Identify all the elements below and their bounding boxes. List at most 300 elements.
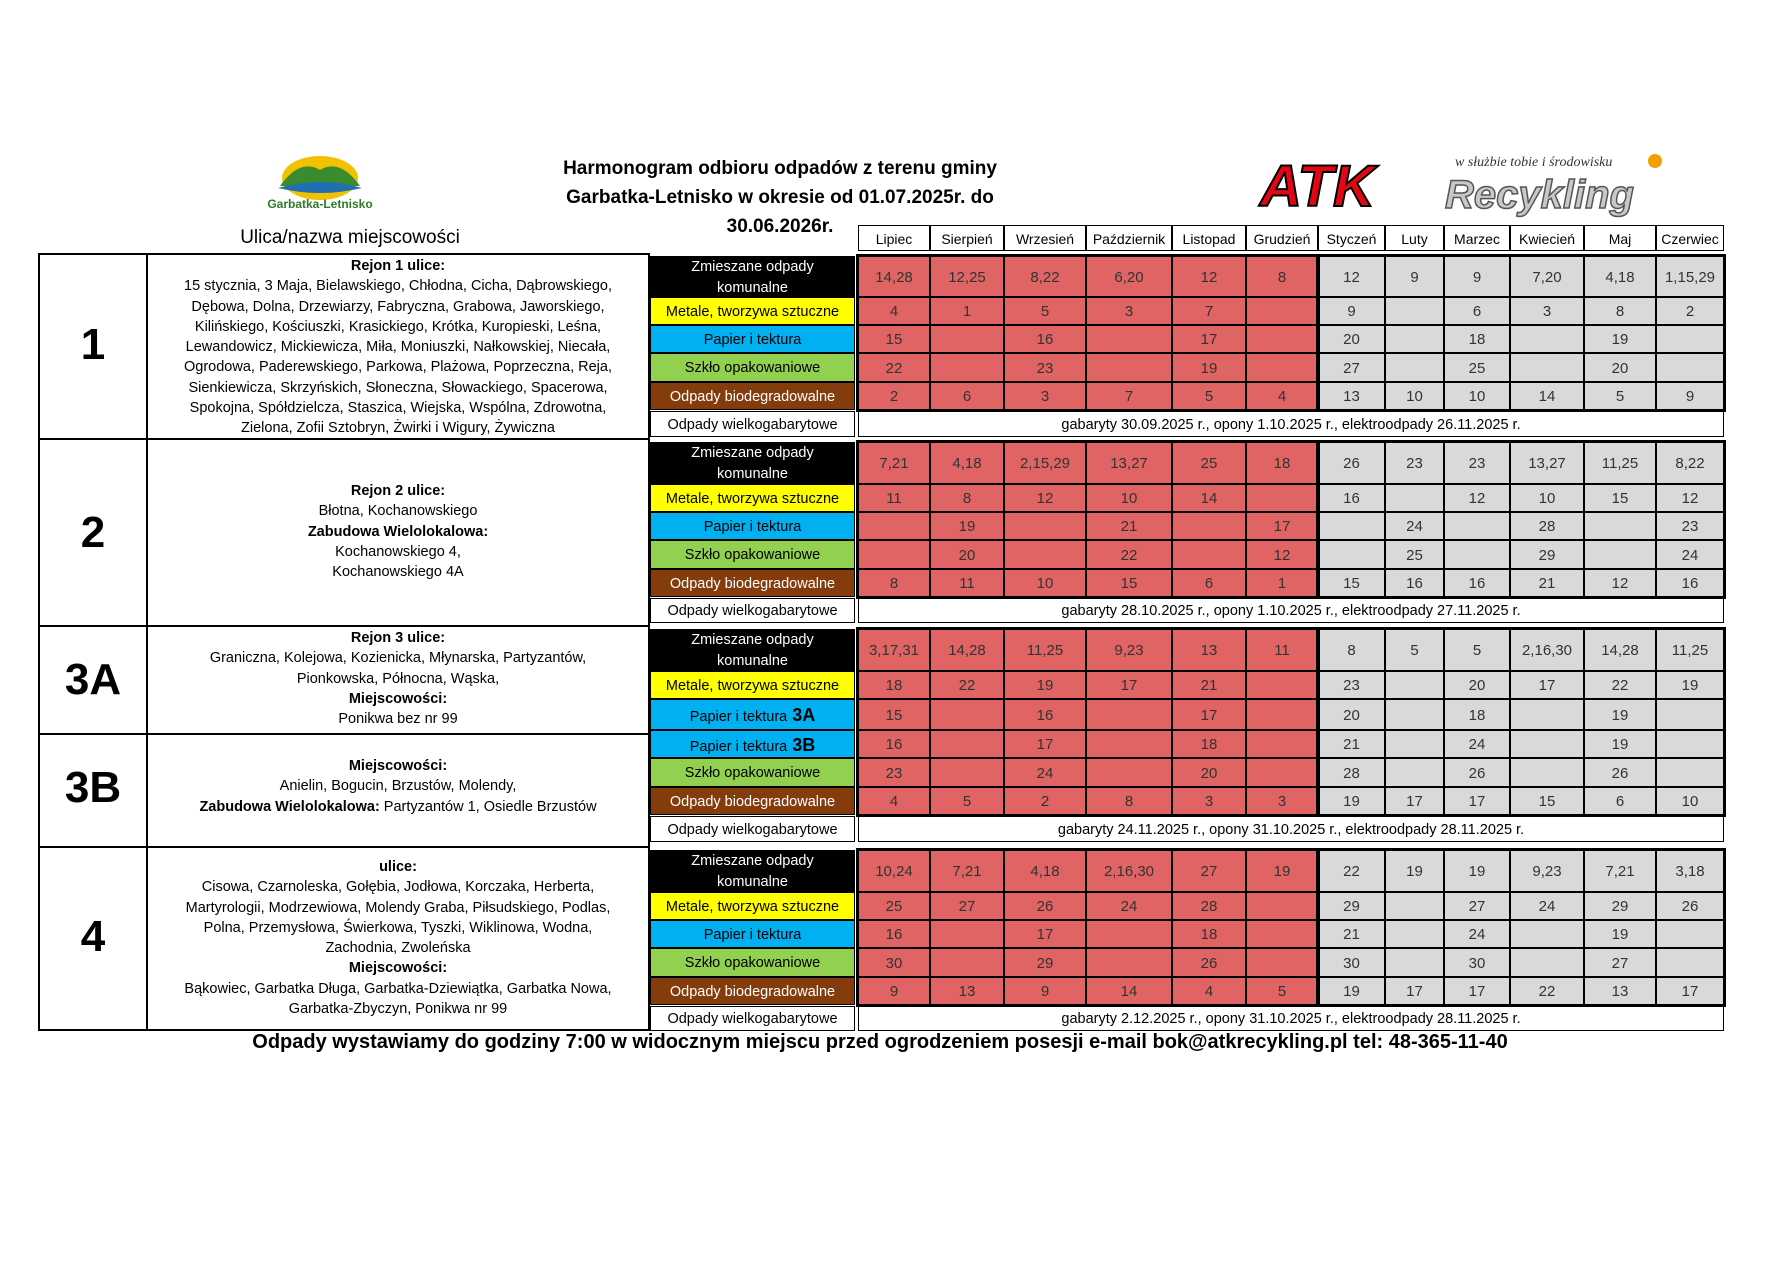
- waste-label-line: Zmieszane odpady: [691, 853, 814, 869]
- bulky-waste-dates: gabaryty 30.09.2025 r., opony 1.10.2025 r., elektroodpady 26.11.2025 r.: [858, 411, 1724, 437]
- schedule-cell: 8: [930, 484, 1004, 512]
- schedule-cell: 22: [1584, 671, 1656, 699]
- schedule-cell: 12: [1318, 256, 1385, 297]
- schedule-cell: 25: [1385, 540, 1444, 569]
- schedule-cell: 11: [1246, 629, 1318, 671]
- schedule-cell: 27: [1444, 892, 1510, 920]
- schedule-cell: 11,25: [1004, 629, 1086, 671]
- bulky-waste-dates: gabaryty 28.10.2025 r., opony 1.10.2025 r., elektroodpady 27.11.2025 r.: [858, 598, 1724, 623]
- schedule-cell: [1004, 540, 1086, 569]
- schedule-cell: 4: [858, 787, 930, 815]
- schedule-cell: 19: [1444, 850, 1510, 892]
- waste-label-text: Papier i tektura: [689, 709, 788, 725]
- region-line: Anielin, Bogucin, Brzustów, Molendy,: [279, 778, 517, 795]
- waste-label-text: Szkło opakowaniowe: [684, 360, 821, 376]
- waste-label-suffix: 3A: [787, 705, 816, 725]
- schedule-cell: [1318, 540, 1385, 569]
- schedule-cell: 29: [1318, 892, 1385, 920]
- waste-type-label-glass: [650, 353, 855, 382]
- schedule-cell: [930, 325, 1004, 353]
- schedule-cell: 22: [1318, 850, 1385, 892]
- schedule-cell: [1385, 484, 1444, 512]
- schedule-cell: 17: [1172, 699, 1246, 730]
- waste-type-label-metal: [650, 297, 855, 325]
- schedule-cell: 16: [1004, 325, 1086, 353]
- waste-label-text: Papier i tektura: [703, 927, 802, 943]
- bulky-waste-dates: gabaryty 24.11.2025 r., opony 31.10.2025 r., elektroodpady 28.11.2025 r.: [858, 816, 1724, 842]
- region-line: Bąkowiec, Garbatka Długa, Garbatka-Dziewiątka, Garbatka Nowa,: [184, 980, 612, 997]
- schedule-cell: 17: [1656, 977, 1724, 1005]
- schedule-cell: [1385, 730, 1444, 758]
- schedule-cell: 17: [1004, 730, 1086, 758]
- month-header-cell: Październik: [1086, 225, 1172, 251]
- waste-label-text: Odpady biodegradowalne: [669, 984, 836, 1000]
- schedule-cell: 9: [1004, 977, 1086, 1005]
- schedule-cell: 12: [1246, 540, 1318, 569]
- schedule-cell: 15: [1318, 569, 1385, 597]
- schedule-cell: 16: [1318, 484, 1385, 512]
- schedule-cell: 28: [1318, 758, 1385, 787]
- schedule-cell: 15: [858, 699, 930, 730]
- schedule-cell: 10: [1656, 787, 1724, 815]
- region-number: 4: [80, 912, 106, 961]
- waste-label-text: Metale, tworzywa sztuczne: [665, 491, 840, 507]
- schedule-cell: 24: [1656, 540, 1724, 569]
- schedule-cell: 4: [858, 297, 930, 325]
- schedule-cell: 12: [1004, 484, 1086, 512]
- schedule-cell: [1444, 540, 1510, 569]
- region-line: Miejscowości:: [348, 960, 448, 977]
- schedule-cell: 9: [858, 977, 930, 1005]
- schedule-cell: 19: [1246, 850, 1318, 892]
- footer-note: Odpady wystawiamy do godziny 7:00 w widocznym miejscu przed ogrodzeniem posesji e-mail bok@atkrecykling.pl tel: 48-365-11-40: [252, 1031, 1508, 1053]
- waste-type-label-paper: [650, 512, 855, 540]
- schedule-cell: [930, 730, 1004, 758]
- schedule-cell: 14,28: [858, 256, 930, 297]
- schedule-cell: 9,23: [1510, 850, 1584, 892]
- schedule-cell: 15: [1584, 484, 1656, 512]
- garbatka-logo-text: Garbatka-Letnisko: [267, 197, 373, 211]
- schedule-cell: [1172, 540, 1246, 569]
- schedule-cell: [1510, 920, 1584, 948]
- waste-label-text: Szkło opakowaniowe: [684, 765, 821, 781]
- month-header-cell: Lipiec: [858, 225, 930, 251]
- region-line: Rejon 3 ulice:: [350, 630, 446, 646]
- schedule-cell: 13,27: [1086, 442, 1172, 484]
- waste-label-text: Odpady biodegradowalne: [669, 576, 836, 592]
- schedule-cell: 13,27: [1510, 442, 1584, 484]
- schedule-cell: 14: [1086, 977, 1172, 1005]
- schedule-cell: 7,21: [858, 442, 930, 484]
- month-header-cell: Grudzień: [1246, 225, 1318, 251]
- schedule-cell: 8,22: [1004, 256, 1086, 297]
- schedule-cell: 20: [930, 540, 1004, 569]
- schedule-cell: 17: [1444, 787, 1510, 815]
- region-line: Sienkiewicza, Skrzyńskich, Słoneczna, Słowackiego, Spacerowa,: [188, 379, 608, 396]
- schedule-cell: 24: [1444, 920, 1510, 948]
- schedule-cell: 8: [858, 569, 930, 597]
- schedule-cell: 3: [1004, 382, 1086, 410]
- schedule-cell: [858, 512, 930, 540]
- schedule-cell: [1385, 699, 1444, 730]
- waste-label-line: komunalne: [717, 279, 788, 296]
- waste-label-line: komunalne: [717, 874, 788, 890]
- schedule-cell: 22: [930, 671, 1004, 699]
- schedule-cell: 10: [1510, 484, 1584, 512]
- region-line-text: Partyzantów 1, Osiedle Brzustów: [383, 798, 597, 815]
- schedule-cell: 16: [858, 730, 930, 758]
- month-header-cell: Luty: [1385, 225, 1444, 251]
- schedule-cell: 29: [1004, 948, 1086, 977]
- region-line: Martyrologii, Modrzewiowa, Molendy Graba, Piłsudskiego, Podlas,: [185, 899, 611, 916]
- schedule-cell: 18: [1172, 730, 1246, 758]
- schedule-cell: 20: [1444, 671, 1510, 699]
- schedule-cell: [1246, 484, 1318, 512]
- region-line: Kilińskiego, Kościuszki, Krasickiego, Krótka, Kuropieski, Leśna,: [194, 318, 602, 335]
- schedule-cell: [1656, 730, 1724, 758]
- waste-type-label-paper: [650, 730, 855, 758]
- waste-type-label-mixed: [650, 256, 855, 297]
- schedule-cell: 2,16,30: [1510, 629, 1584, 671]
- schedule-cell: 23: [858, 758, 930, 787]
- schedule-cell: 26: [1172, 948, 1246, 977]
- schedule-cell: 26: [1318, 442, 1385, 484]
- schedule-cell: [1656, 758, 1724, 787]
- schedule-cell: 8: [1246, 256, 1318, 297]
- waste-type-label-glass: [650, 540, 855, 569]
- schedule-cell: 29: [1584, 892, 1656, 920]
- region-line: Zabudowa Wielolokalowa:: [307, 523, 489, 540]
- schedule-cell: 23: [1385, 442, 1444, 484]
- schedule-cell: 16: [858, 920, 930, 948]
- region-line: Kochanowskiego 4,: [335, 543, 461, 560]
- schedule-cell: 4,18: [1584, 256, 1656, 297]
- schedule-cell: 17: [1385, 977, 1444, 1005]
- waste-label-text: Odpady biodegradowalne: [669, 794, 836, 810]
- schedule-cell: [1246, 948, 1318, 977]
- month-header-cell: Listopad: [1172, 225, 1246, 251]
- waste-type-label-paper: [650, 699, 855, 730]
- region-line: Lewandowicz, Mickiewicza, Miła, Moniuszki, Nałkowskiej, Niecała,: [185, 339, 611, 356]
- schedule-cell: [1510, 699, 1584, 730]
- schedule-cell: [1385, 325, 1444, 353]
- region-line: Kochanowskiego 4A: [332, 564, 464, 581]
- schedule-cell: 5: [1172, 382, 1246, 410]
- schedule-cell: [1510, 353, 1584, 382]
- waste-label-text: Metale, tworzywa sztuczne: [665, 304, 840, 320]
- schedule-cell: 14: [1510, 382, 1584, 410]
- schedule-cell: [1385, 920, 1444, 948]
- waste-label-line: Zmieszane odpady: [691, 445, 814, 461]
- schedule-cell: [1246, 699, 1318, 730]
- month-header-cell: Marzec: [1444, 225, 1510, 251]
- region-line: Ponikwa bez nr 99: [338, 711, 458, 728]
- schedule-cell: 21: [1172, 671, 1246, 699]
- schedule-cell: 22: [858, 353, 930, 382]
- region-line: Miejscowości:: [348, 758, 448, 774]
- schedule-cell: 20: [1584, 353, 1656, 382]
- schedule-cell: 20: [1172, 758, 1246, 787]
- schedule-cell: 3,17,31: [858, 629, 930, 671]
- waste-label-line: komunalne: [717, 653, 788, 669]
- waste-label-line: Zmieszane odpady: [691, 259, 814, 275]
- schedule-cell: 8: [1318, 629, 1385, 671]
- month-header-cell: Styczeń: [1318, 225, 1385, 251]
- schedule-cell: 3: [1172, 787, 1246, 815]
- schedule-cell: 16: [1385, 569, 1444, 597]
- waste-label-text: Metale, tworzywa sztuczne: [665, 678, 840, 694]
- schedule-cell: 19: [1584, 730, 1656, 758]
- schedule-cell: 28: [1510, 512, 1584, 540]
- schedule-cell: 23: [1444, 442, 1510, 484]
- schedule-cell: [1086, 758, 1172, 787]
- schedule-cell: 2,15,29: [1004, 442, 1086, 484]
- schedule-cell: 10: [1385, 382, 1444, 410]
- waste-type-label-bio: [650, 977, 855, 1005]
- schedule-cell: [930, 758, 1004, 787]
- schedule-cell: [1086, 353, 1172, 382]
- schedule-cell: 19: [1656, 671, 1724, 699]
- schedule-cell: 19: [1584, 699, 1656, 730]
- schedule-cell: 7,20: [1510, 256, 1584, 297]
- schedule-cell: 17: [1385, 787, 1444, 815]
- schedule-cell: [1004, 512, 1086, 540]
- schedule-cell: 3: [1086, 297, 1172, 325]
- waste-type-label-mixed: [650, 629, 855, 671]
- waste-label-text: Odpady biodegradowalne: [669, 389, 836, 405]
- schedule-cell: [930, 920, 1004, 948]
- waste-label-text: Papier i tektura: [703, 332, 802, 348]
- region-line: Pionkowska, Północna, Wąska,: [296, 670, 500, 687]
- schedule-cell: 6,20: [1086, 256, 1172, 297]
- waste-type-label-paper: [650, 325, 855, 353]
- schedule-cell: 10: [1444, 382, 1510, 410]
- month-header-cell: Sierpień: [930, 225, 1004, 251]
- schedule-cell: 19: [1385, 850, 1444, 892]
- waste-type-label-bulky: Odpady wielkogabarytowe: [650, 1006, 855, 1031]
- waste-type-label-bulky: Odpady wielkogabarytowe: [650, 598, 855, 623]
- schedule-cell: 12: [1656, 484, 1724, 512]
- schedule-cell: 24: [1004, 758, 1086, 787]
- schedule-cell: 19: [1584, 920, 1656, 948]
- schedule-cell: 19: [1318, 787, 1385, 815]
- region-line: [148, 797, 648, 817]
- month-header-row: [858, 225, 1724, 253]
- schedule-cell: 20: [1318, 699, 1385, 730]
- region-line: Błotna, Kochanowskiego: [318, 503, 478, 520]
- waste-type-label-bio: [650, 787, 855, 815]
- schedule-cell: 24: [1444, 730, 1510, 758]
- schedule-cell: 5: [1444, 629, 1510, 671]
- waste-type-label-bio: [650, 382, 855, 410]
- schedule-cell: 6: [1172, 569, 1246, 597]
- schedule-cell: 12: [1444, 484, 1510, 512]
- waste-label-text: Metale, tworzywa sztuczne: [665, 899, 840, 915]
- schedule-cell: 12: [1584, 569, 1656, 597]
- schedule-cell: 5: [1385, 629, 1444, 671]
- schedule-cell: 17: [1004, 920, 1086, 948]
- region-number: 3B: [64, 763, 122, 812]
- schedule-cell: 18: [1246, 442, 1318, 484]
- schedule-cell: [930, 699, 1004, 730]
- month-header-cell: Wrzesień: [1004, 225, 1086, 251]
- region-line: Garbatka-Zbyczyn, Ponikwa nr 99: [288, 1001, 508, 1018]
- schedule-cell: 18: [1444, 325, 1510, 353]
- schedule-cell: 13: [1584, 977, 1656, 1005]
- waste-label-suffix: 3B: [787, 735, 816, 755]
- schedule-cell: 5: [1584, 382, 1656, 410]
- region-number: 1: [80, 320, 106, 369]
- schedule-cell: 19: [1318, 977, 1385, 1005]
- schedule-cell: [1385, 948, 1444, 977]
- schedule-cell: [1385, 353, 1444, 382]
- schedule-cell: 13: [1318, 382, 1385, 410]
- schedule-cell: 11: [858, 484, 930, 512]
- schedule-cell: [1246, 892, 1318, 920]
- schedule-cell: [1444, 512, 1510, 540]
- schedule-cell: [1584, 512, 1656, 540]
- schedule-cell: [1510, 948, 1584, 977]
- schedule-cell: [1318, 512, 1385, 540]
- schedule-cell: 26: [1004, 892, 1086, 920]
- region-separator: [38, 625, 650, 627]
- waste-type-label-bulky: Odpady wielkogabarytowe: [650, 816, 855, 842]
- schedule-cell: 25: [858, 892, 930, 920]
- schedule-cell: 1,15,29: [1656, 256, 1724, 297]
- schedule-cell: 21: [1510, 569, 1584, 597]
- schedule-cell: [1086, 948, 1172, 977]
- schedule-cell: [1246, 730, 1318, 758]
- region-line: Ogrodowa, Paderewskiego, Parkowa, Plażowa, Poprzeczna, Reja,: [184, 359, 612, 376]
- schedule-cell: [1246, 297, 1318, 325]
- schedule-cell: 29: [1510, 540, 1584, 569]
- schedule-cell: 27: [1584, 948, 1656, 977]
- schedule-cell: [1246, 325, 1318, 353]
- schedule-cell: 5: [1004, 297, 1086, 325]
- schedule-cell: [1510, 758, 1584, 787]
- schedule-cell: 8: [1086, 787, 1172, 815]
- schedule-cell: 30: [1318, 948, 1385, 977]
- schedule-cell: 7,21: [1584, 850, 1656, 892]
- schedule-cell: 12,25: [930, 256, 1004, 297]
- recykling-logo-text: Recykling: [1445, 173, 1634, 217]
- schedule-cell: 19: [1172, 353, 1246, 382]
- schedule-cell: 26: [1584, 758, 1656, 787]
- schedule-cell: [1385, 758, 1444, 787]
- region-line: Dębowa, Dolna, Drzewiarzy, Fabryczna, Grabowa, Jaworskiego,: [191, 298, 605, 315]
- region-streets-3b: [148, 756, 648, 817]
- schedule-cell: [1584, 540, 1656, 569]
- schedule-cell: 3: [1246, 787, 1318, 815]
- schedule-cell: [1385, 892, 1444, 920]
- schedule-cell: 2: [1656, 297, 1724, 325]
- atk-slogan-text: w służbie tobie i środowisku: [1455, 155, 1613, 170]
- schedule-cell: 15: [858, 325, 930, 353]
- schedule-cell: 10,24: [858, 850, 930, 892]
- sun-icon: [1648, 154, 1662, 168]
- schedule-cell: 22: [1510, 977, 1584, 1005]
- waste-type-label-paper: [650, 920, 855, 948]
- title-line-1: Harmonogram odbioru odpadów z terenu gminy: [563, 158, 997, 179]
- schedule-cell: [1172, 512, 1246, 540]
- schedule-cell: 24: [1385, 512, 1444, 540]
- atk-logo-text: ATK: [1260, 154, 1375, 218]
- schedule-cell: [1656, 948, 1724, 977]
- schedule-cell: [1086, 325, 1172, 353]
- schedule-cell: 23: [1318, 671, 1385, 699]
- schedule-cell: 9: [1318, 297, 1385, 325]
- schedule-cell: 6: [1444, 297, 1510, 325]
- schedule-cell: 12: [1172, 256, 1246, 297]
- region-separator: [38, 846, 650, 848]
- schedule-cell: [1656, 920, 1724, 948]
- schedule-cell: 13: [930, 977, 1004, 1005]
- schedule-cell: [1246, 671, 1318, 699]
- region-line: ulice:: [379, 859, 417, 875]
- waste-type-label-glass: [650, 758, 855, 787]
- waste-type-label-glass: [650, 948, 855, 977]
- schedule-cell: 9,23: [1086, 629, 1172, 671]
- schedule-cell: 7,21: [930, 850, 1004, 892]
- schedule-cell: 18: [1444, 699, 1510, 730]
- month-header-cell: Czerwiec: [1656, 225, 1724, 251]
- schedule-cell: 27: [930, 892, 1004, 920]
- schedule-cell: 7: [1086, 382, 1172, 410]
- schedule-cell: 13: [1172, 629, 1246, 671]
- region-line: Zielona, Zofii Sztobryn, Żwirki i Wigury, Żywiczna: [241, 420, 555, 437]
- schedule-cell: [930, 353, 1004, 382]
- month-header-cell: Maj: [1584, 225, 1656, 251]
- region-line: Rejon 1 ulice:: [350, 258, 446, 274]
- schedule-cell: 14: [1172, 484, 1246, 512]
- schedule-cell: 19: [1584, 325, 1656, 353]
- waste-type-label-mixed: [650, 442, 855, 484]
- schedule-cell: 14,28: [1584, 629, 1656, 671]
- schedule-cell: [1246, 920, 1318, 948]
- schedule-cell: 24: [1510, 892, 1584, 920]
- schedule-cell: 27: [1172, 850, 1246, 892]
- schedule-cell: 26: [1444, 758, 1510, 787]
- schedule-cell: 8,22: [1656, 442, 1724, 484]
- region-number: 2: [80, 508, 106, 557]
- schedule-cell: 18: [858, 671, 930, 699]
- schedule-cell: 21: [1318, 730, 1385, 758]
- schedule-cell: 6: [930, 382, 1004, 410]
- waste-type-label-mixed: [650, 850, 855, 892]
- schedule-cell: 26: [1656, 892, 1724, 920]
- schedule-cell: [1246, 758, 1318, 787]
- schedule-cell: 22: [1086, 540, 1172, 569]
- schedule-cell: [1656, 353, 1724, 382]
- region-streets-3a: [148, 628, 648, 729]
- schedule-cell: 14,28: [930, 629, 1004, 671]
- schedule-cell: 3: [1510, 297, 1584, 325]
- schedule-cell: 18: [1172, 920, 1246, 948]
- region-streets-2: [148, 481, 648, 582]
- schedule-cell: 11: [930, 569, 1004, 597]
- schedule-cell: 16: [1444, 569, 1510, 597]
- schedule-cell: 3,18: [1656, 850, 1724, 892]
- waste-type-label-metal: [650, 484, 855, 512]
- schedule-cell: 2,16,30: [1086, 850, 1172, 892]
- schedule-cell: 16: [1004, 699, 1086, 730]
- schedule-cell: 20: [1318, 325, 1385, 353]
- schedule-cell: [1086, 920, 1172, 948]
- schedule-cell: 11,25: [1656, 629, 1724, 671]
- waste-type-label-metal: [650, 671, 855, 699]
- title-line-2: Garbatka-Letnisko w okresie od 01.07.2025r. do 30.06.2026r.: [566, 187, 994, 237]
- schedule-cell: 23: [1656, 512, 1724, 540]
